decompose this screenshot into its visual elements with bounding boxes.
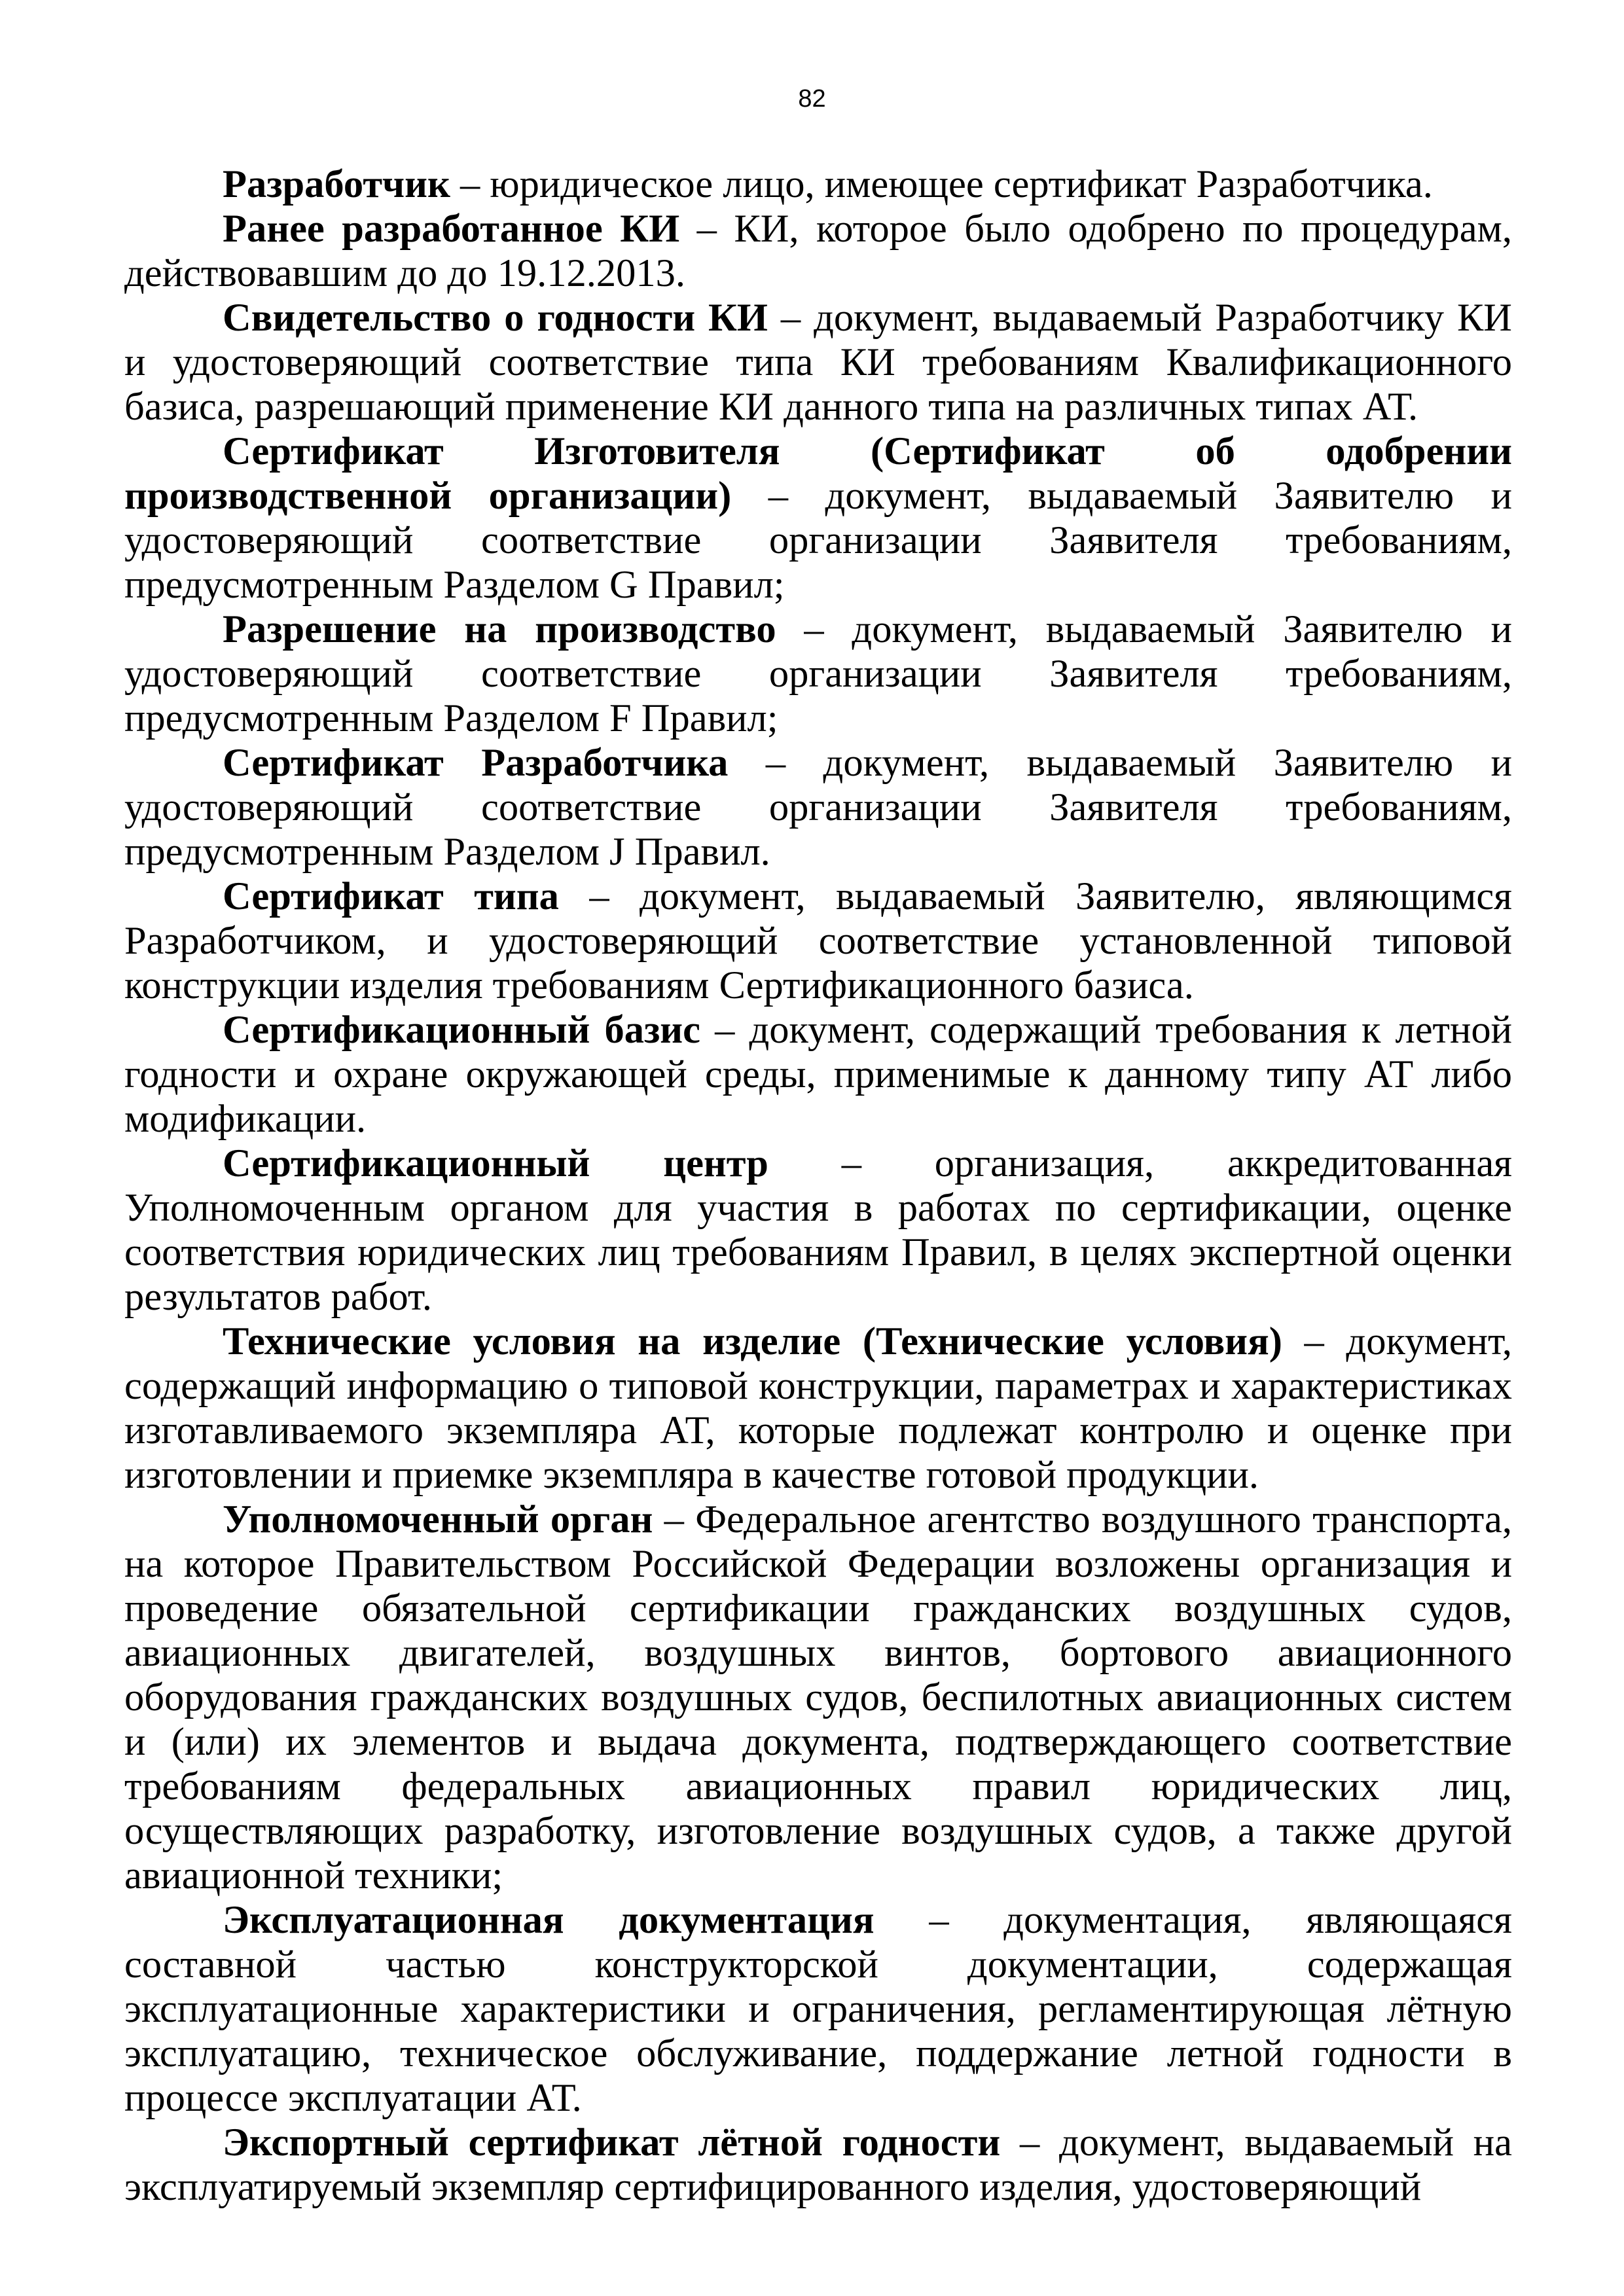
definition-entry-manufacturer-certificate	[124, 429, 1512, 607]
term: Разработчик	[223, 162, 450, 206]
definition-entry-certification-center	[124, 1141, 1512, 1319]
term: Ранее разработанное КИ	[223, 207, 680, 251]
definition-text: – документ, выдаваемый Заявителю и удостоверяющий соответствие организации Заявителя требованиям, предусмотренным Разделом J Правил.	[124, 741, 1512, 874]
definition-text: – документация, являющаяся составной частью конструкторской документации, содержащая эксплуатационные характеристики и ограничения, регламентирующая лётную эксплуатацию, техническое обслуживание, поддержание летной годности в процессе эксплуатации АТ.	[124, 1898, 1512, 2120]
definition-text: – документ, выдаваемый Разработчику КИ и удостоверяющий соответствие типа КИ требованиям Квалификационного базиса, разрешающий применение КИ данного типа на различных типах АТ.	[124, 296, 1513, 429]
term: Сертификат типа	[223, 874, 559, 918]
definition-entry-production-permit	[124, 607, 1512, 741]
term: Сертификат Изготовителя (Сертификат об одобрении производственной организации)	[124, 429, 1512, 518]
definition-text: – КИ, которое было одобрено по процедурам, действовавшим до до 19.12.2013.	[124, 207, 1512, 295]
term: Сертификат Разработчика	[223, 741, 729, 785]
definition-text: – документ, содержащий требования к летной годности и охране окружающей среды, применимые к данному типу АТ либо модификации.	[124, 1008, 1512, 1141]
definition-entry-technical-conditions	[124, 1319, 1512, 1498]
definition-entry-developer-certificate	[124, 741, 1512, 874]
term: Свидетельство о годности КИ	[223, 296, 768, 340]
definition-entry-fitness-certificate	[124, 296, 1512, 429]
definition-entry-type-certificate	[124, 874, 1512, 1008]
definitions-list	[124, 162, 1512, 2210]
definition-entry-operational-documentation	[124, 1898, 1512, 2121]
term: Сертификационный базис	[223, 1008, 701, 1052]
definition-entry-certification-basis	[124, 1008, 1512, 1141]
definition-text: – документ, содержащий информацию о типовой конструкции, параметрах и характеристиках изготавливаемого экземпляра АТ, которые подлежат контролю и оценке при изготовлении и приемке экземпляра в качестве готовой продукции.	[124, 1319, 1512, 1497]
term: Технические условия на изделие (Технические условия)	[223, 1319, 1282, 1363]
definition-text: – организация, аккредитованная Уполномоченным органом для участия в работах по сертификации, оценке соответствия юридических лиц требованиям Правил, в целях экспертной оценки результатов работ.	[124, 1141, 1512, 1319]
term: Эксплуатационная документация	[223, 1898, 875, 1942]
definition-entry-developer	[124, 162, 1512, 207]
definition-text: – документ, выдаваемый Заявителю, являющимся Разработчиком, и удостоверяющий соответствие установленной типовой конструкции изделия требованиям Сертификационного базиса.	[124, 874, 1512, 1007]
definition-entry-authorized-body	[124, 1498, 1512, 1898]
definition-entry-export-airworthiness	[124, 2121, 1512, 2210]
definition-text: – документ, выдаваемый на эксплуатируемый экземпляр сертифицированного изделия, удостоверяющий	[124, 2121, 1512, 2209]
definition-text: – документ, выдаваемый Заявителю и удостоверяющий соответствие организации Заявителя требованиям, предусмотренным Разделом G Правил;	[124, 474, 1512, 607]
term: Сертификационный центр	[223, 1141, 768, 1185]
page-number: 82	[798, 85, 826, 113]
definition-text: – юридическое лицо, имеющее сертификат Разработчика.	[450, 162, 1433, 206]
term: Разрешение на производство	[223, 607, 776, 651]
definition-text: – Федеральное агентство воздушного транспорта, на которое Правительством Российской Федерации возложены организация и проведение обязательной сертификации гражданских воздушных судов, авиационных двигателей, воздушных винтов, бортового авиационного оборудования гражданских воздушных судов, беспилотных авиационных систем и (или) их элементов и выдача документа, подтверждающего соответствие требованиям федеральных авиационных правил юридических лиц, осуществляющих разработку, изготовление воздушных судов, а также другой авиационной техники;	[124, 1498, 1512, 1897]
definition-text: – документ, выдаваемый Заявителю и удостоверяющий соответствие организации Заявителя требованиям, предусмотренным Разделом F Правил;	[124, 607, 1512, 740]
term: Экспортный сертификат лётной годности	[223, 2121, 1001, 2164]
definition-entry-previously-developed	[124, 207, 1512, 296]
term: Уполномоченный орган	[223, 1498, 653, 1541]
